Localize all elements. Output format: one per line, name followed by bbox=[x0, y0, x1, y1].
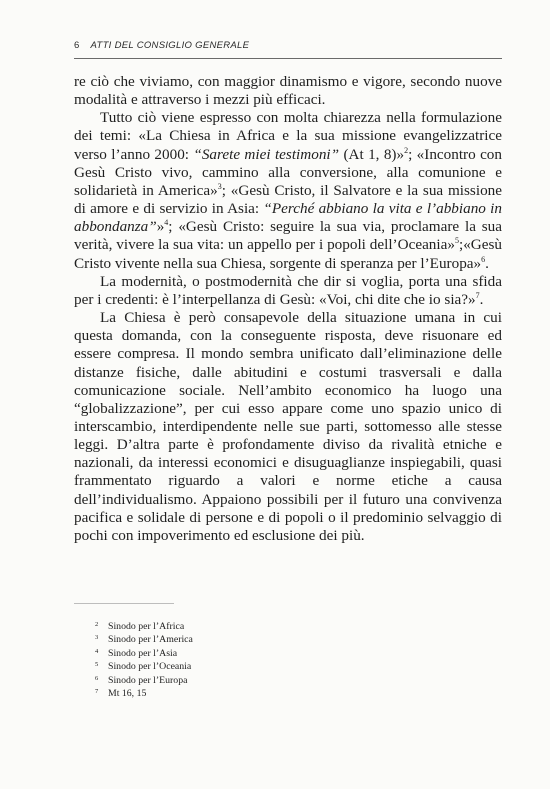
p2-text-7: ;«Gesù Cristo vivente nella sua Chiesa, sorgente di speranza per l’Europa» bbox=[74, 236, 502, 272]
footnote-rule bbox=[74, 603, 174, 604]
page-number: 6 bbox=[74, 40, 80, 51]
footnote bbox=[95, 659, 193, 672]
footnote-text: Sinodo per l’Africa bbox=[108, 621, 185, 632]
footnote-text: Sinodo per l’Europa bbox=[108, 674, 188, 686]
footnote-ref-2: 2 bbox=[404, 145, 409, 155]
p2-text-4: ; «Gesù Cristo, il Salvatore e la sua missione di amore e di servizio in Asia: bbox=[74, 181, 502, 218]
footnote bbox=[95, 646, 193, 659]
p3-text-1: La modernità, o postmodernità che dir si voglia, porta una sfida per i credenti: è l’interpellanza di Gesù: «Voi, chi dite che io sia?» bbox=[74, 272, 502, 308]
running-title: ATTI DEL CONSIGLIO GENERALE bbox=[90, 40, 250, 51]
body-text bbox=[74, 73, 502, 545]
p2-italic-2: “Perché abbiano la vita e l’abbiano in abbondanza” bbox=[74, 200, 502, 236]
footnote bbox=[95, 632, 193, 645]
footnote-ref-6: 6 bbox=[481, 254, 486, 264]
header-rule bbox=[74, 58, 502, 59]
footnote-mark: 6 bbox=[95, 674, 99, 682]
paragraph-1: re ciò che viviamo, con maggior dinamismo e vigore, secondo nuove modalità e attraverso i mezzi più efficaci. bbox=[74, 73, 502, 109]
paragraph-3 bbox=[74, 273, 502, 309]
paragraph-4: La Chiesa è però consapevole della situazione umana in cui questa domanda, con la conseguente risposta, deve risuonare ed essere compresa. Il mondo sembra unificato dall’eliminazione delle distanze fisiche, dalle abitudini e costumi trasversali e dalla comunicazione sociale. Nell’ambito economico ha luogo una “globalizzazione”, per cui esso appare come uno spazio unico di interscambio, interdipendente nelle sue parti, sottomesso alle stesse leggi. D’altra parte è profondamente diviso da rivalità etniche e nazionali, da interessi economici e disuguaglianze inspiegabili, quasi frammentato riguardo a valori e norme etiche a causa dell’individualismo. Appaiono possibili per il futuro una convivenza pacifica e solidale di persone e di popoli o il predominio selvaggio di pochi con impoverimento ed esclusione dei più. bbox=[74, 309, 502, 544]
p2-text-5: » bbox=[156, 218, 165, 236]
p2-text-3: ; «Incontro con Gesù Cristo vivo, cammino alla conversione, alla comunione e solidarietà in America» bbox=[74, 145, 502, 199]
p2-italic-1: “Sarete miei testimoni” bbox=[193, 145, 340, 163]
footnote-ref-3: 3 bbox=[217, 181, 222, 191]
footnote-text: Mt 16, 15 bbox=[108, 688, 147, 700]
footnote-text: Sinodo per l’America bbox=[108, 634, 193, 646]
footnote-mark: 7 bbox=[95, 688, 99, 696]
footnote bbox=[95, 673, 193, 686]
footnote-ref-7: 7 bbox=[475, 290, 480, 300]
footnote-text: Sinodo per l’Asia bbox=[108, 647, 178, 659]
footnote-ref-4: 4 bbox=[164, 218, 169, 228]
footnotes bbox=[95, 619, 193, 699]
footnote-mark: 2 bbox=[95, 621, 99, 628]
running-header bbox=[74, 40, 249, 51]
p2-text-8: . bbox=[485, 254, 489, 272]
p2-text-6: ; «Gesù Cristo: seguire la sua via, proclamare la sua verità, vivere la sua vita: un appello per i popoli dell’Oceania» bbox=[74, 218, 502, 254]
p2-text-1: Tutto ciò viene espresso con molta chiarezza nella formulazione dei temi: «La Chiesa in Africa e la sua missione evangelizzatrice verso l’anno 2000: bbox=[74, 109, 502, 163]
footnote-mark: 3 bbox=[95, 634, 99, 642]
footnote-mark: 4 bbox=[95, 647, 99, 655]
footnote-text: Sinodo per l’Oceania bbox=[108, 661, 192, 673]
footnote bbox=[95, 619, 193, 632]
footnote-ref-5: 5 bbox=[454, 236, 459, 246]
footnote bbox=[95, 686, 193, 699]
p2-text-2: (At 1, 8)» bbox=[339, 145, 405, 163]
paragraph-2 bbox=[74, 109, 502, 272]
p3-text-2: . bbox=[479, 290, 484, 308]
footnote-mark: 5 bbox=[95, 661, 99, 669]
